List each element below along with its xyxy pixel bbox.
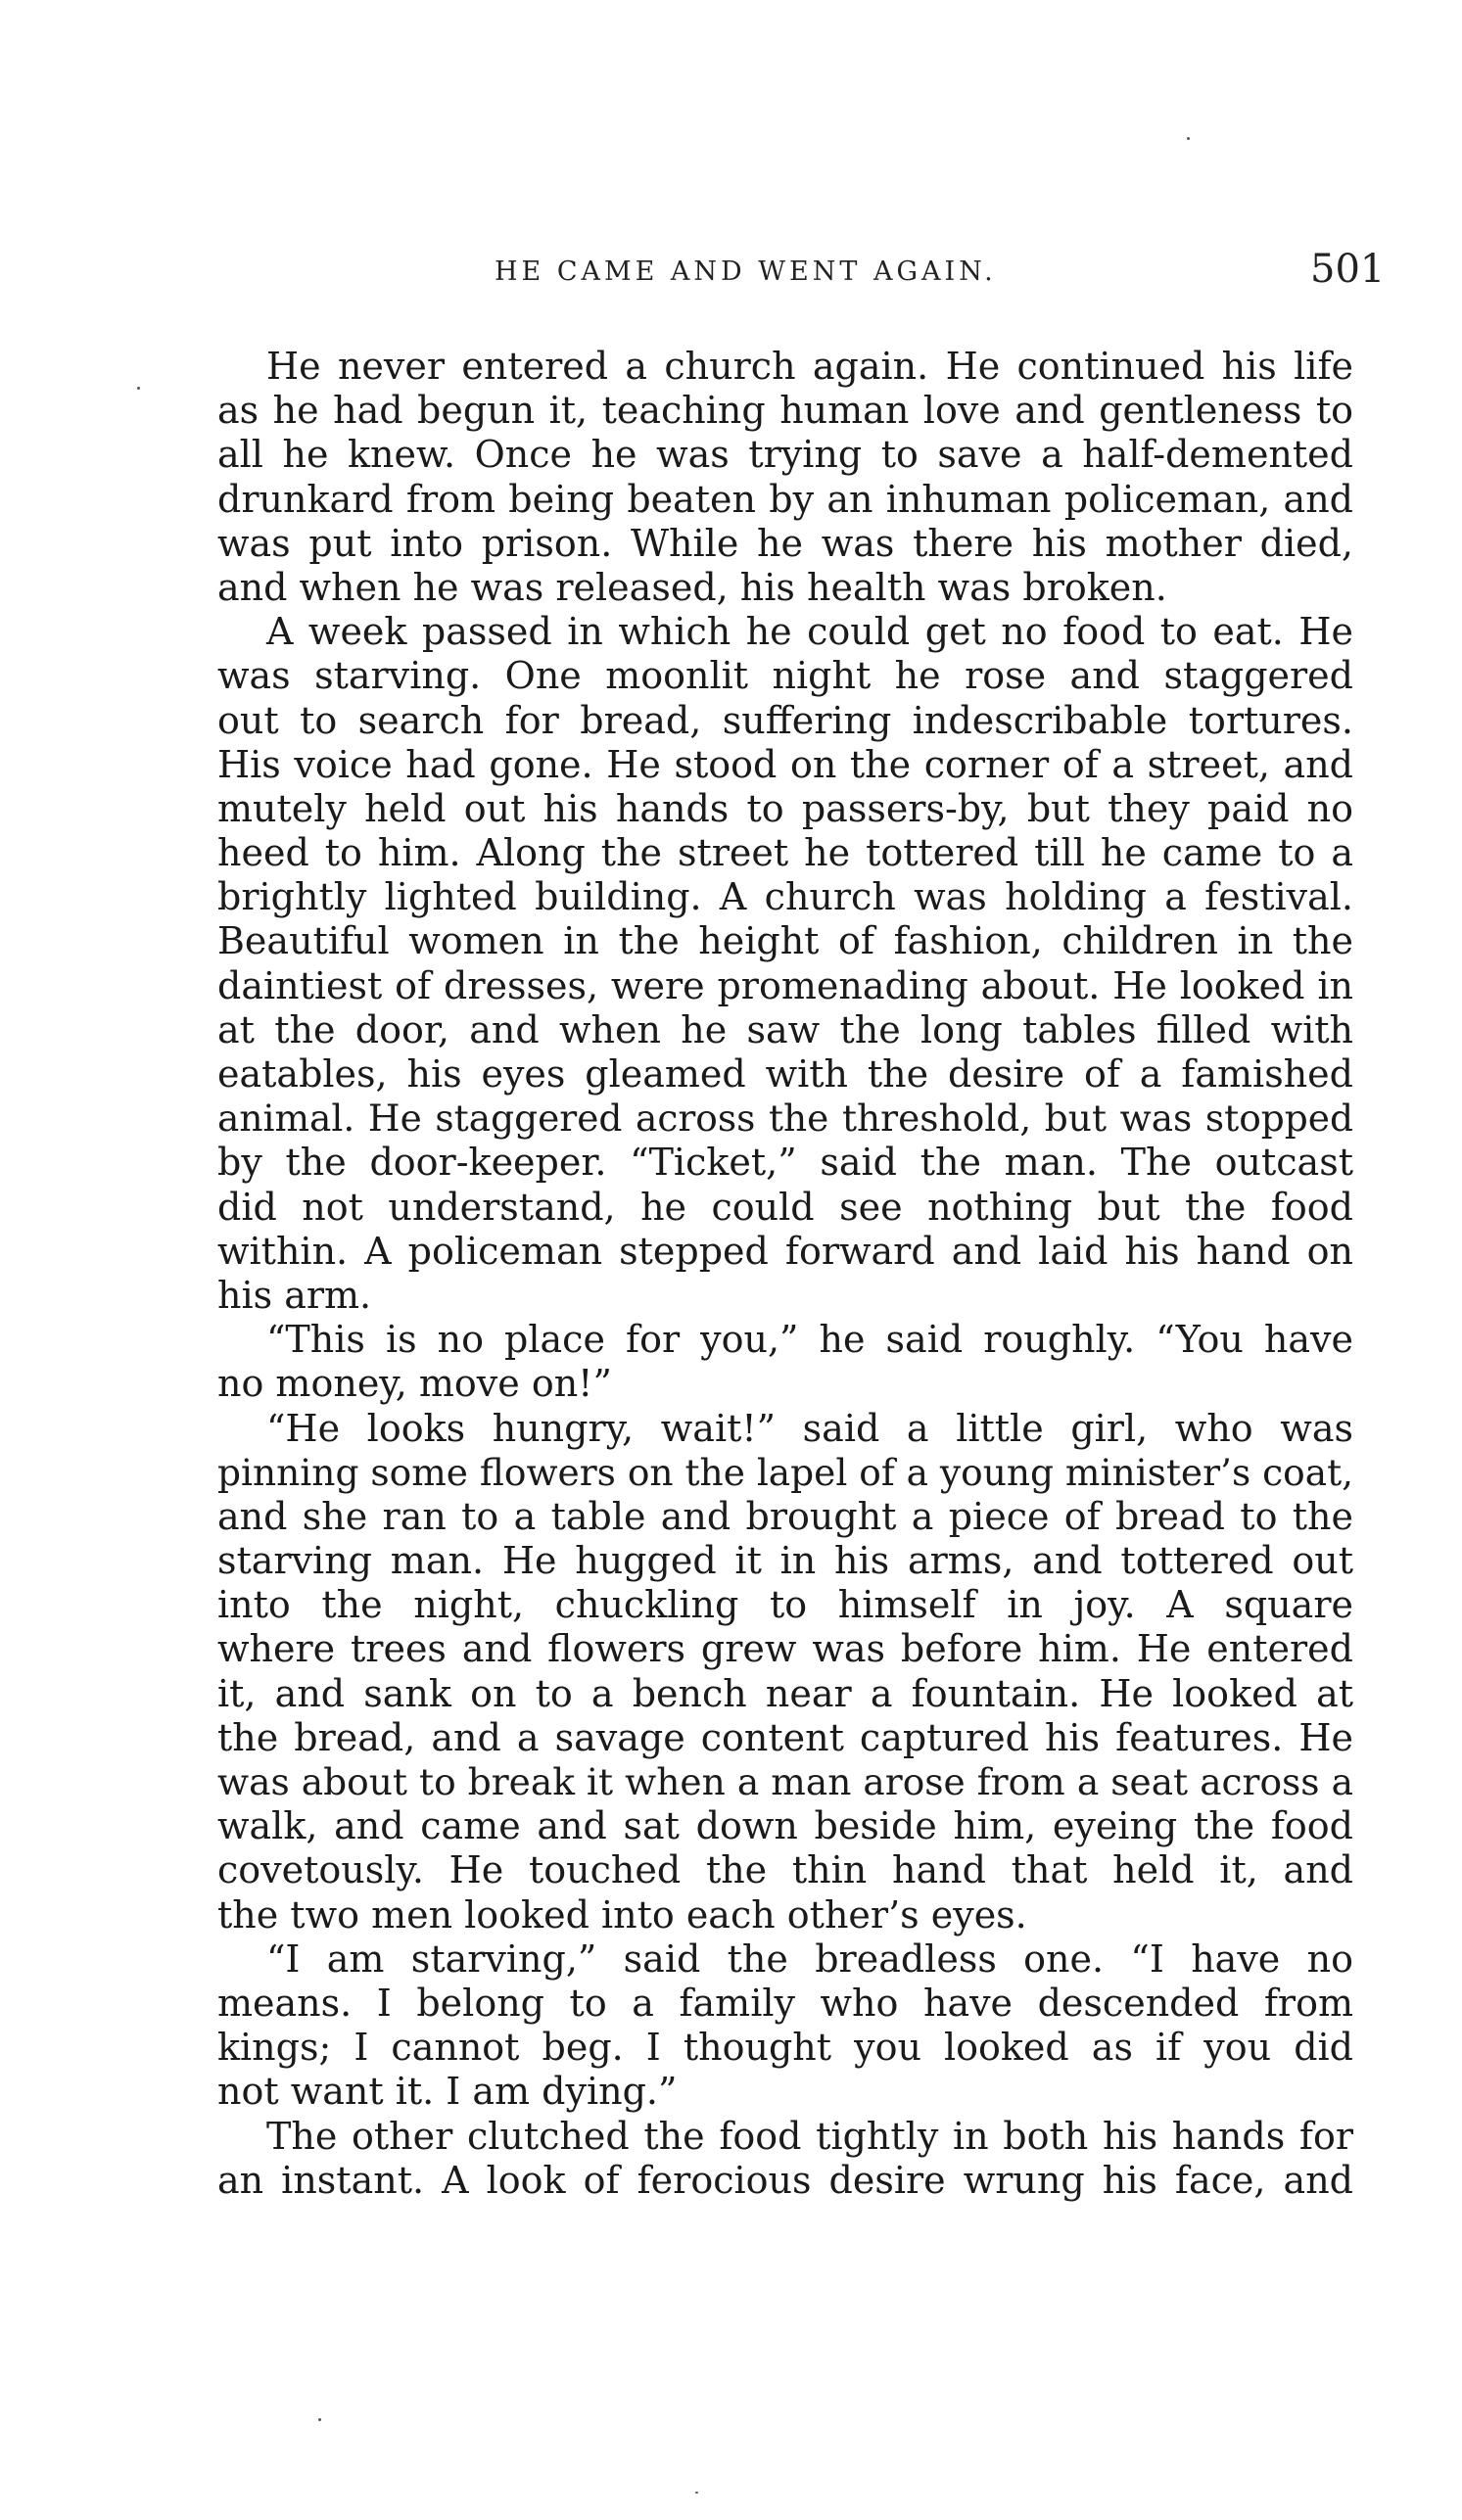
text-line: eatables, his eyes gleamed with the desire of a famished [217,1052,1353,1096]
text-line: the bread, and a savage content captured his features. He [217,1715,1353,1759]
text-line: not want it. I am dying.” [217,2070,678,2114]
text-line: no money, move on!” [217,1362,612,1406]
print-speck [318,2418,321,2421]
text-line: brightly lighted building. A church was holding a festival. [217,875,1353,919]
text-line: pinning some flowers on the lapel of a young minister’s coat, [217,1450,1354,1494]
text-line: The other clutched the food tightly in both his hands for [266,2114,1353,2158]
text-line: “This is no place for you,” he said roughly. “You have [266,1318,1353,1362]
text-line: He never entered a church again. He continued his life [266,345,1353,388]
text-line: was put into prison. While he was there his mother died, [217,521,1353,565]
text-line: drunkard from being beaten by an inhuman policeman, and [217,477,1353,521]
text-line: Beautiful women in the height of fashion, children in the [217,919,1353,963]
text-line: His voice had gone. He stood on the corner of a street, and [217,742,1353,786]
page-number: 501 [1310,247,1386,292]
text-line: the two men looked into each other’s eyes. [217,1892,1027,1937]
print-speck [137,387,140,390]
text-line: and when he was released, his health was broken. [217,565,1167,609]
text-line: his arm. [217,1273,372,1317]
text-line: into the night, chuckling to himself in joy. A square [217,1583,1353,1627]
text-line: out to search for bread, suffering indescribable tortures. [217,698,1353,742]
text-line: covetously. He touched the thin hand that held it, and [217,1848,1353,1892]
print-speck [1187,137,1190,140]
text-line: all he knew. Once he was trying to save a half-demented [217,433,1353,477]
text-line: and she ran to a table and brought a piece of bread to the [217,1494,1353,1538]
print-speck [695,2492,698,2494]
text-line: means. I belong to a family who have descended from [217,1981,1353,2025]
running-title: HE CAME AND WENT AGAIN. [495,257,997,287]
text-line: animal. He staggered across the threshold, but was stopped [217,1097,1353,1141]
text-line: kings; I cannot beg. I thought you looked as if you did [217,2026,1353,2070]
text-line: as he had begun it, teaching human love and gentleness to [217,389,1353,433]
text-line: daintiest of dresses, were promenading about. He looked in [217,963,1353,1007]
text-line: did not understand, he could see nothing but the food [217,1185,1353,1229]
text-line: starving man. He hugged it in his arms, and tottered out [217,1539,1353,1583]
text-line: it, and sank on to a bench near a fountain. He looked at [217,1671,1353,1715]
text-line: “I am starving,” said the breadless one. “I have no [266,1937,1353,1981]
text-line: an instant. A look of ferocious desire wrung his face, and [217,2158,1353,2202]
text-line: was starving. One moonlit night he rose and staggered [217,654,1353,698]
text-line: walk, and came and sat down beside him, eyeing the food [217,1804,1353,1848]
body-text [217,345,1353,2203]
text-line: at the door, and when he saw the long tables filled with [217,1007,1353,1051]
text-line: mutely held out his hands to passers-by, but they paid no [217,786,1353,830]
text-line: heed to him. Along the street he tottered till he came to a [217,831,1353,875]
text-line: A week passed in which he could get no food to eat. He [266,610,1353,654]
text-line: within. A policeman stepped forward and laid his hand on [217,1229,1353,1273]
text-line: where trees and flowers grew was before him. He entered [217,1627,1353,1671]
text-line: was about to break it when a man arose from a seat across a [217,1760,1353,1803]
text-line: “He looks hungry, wait!” said a little girl, who was [266,1406,1353,1450]
text-line: by the door-keeper. “Ticket,” said the man. The outcast [217,1141,1353,1185]
